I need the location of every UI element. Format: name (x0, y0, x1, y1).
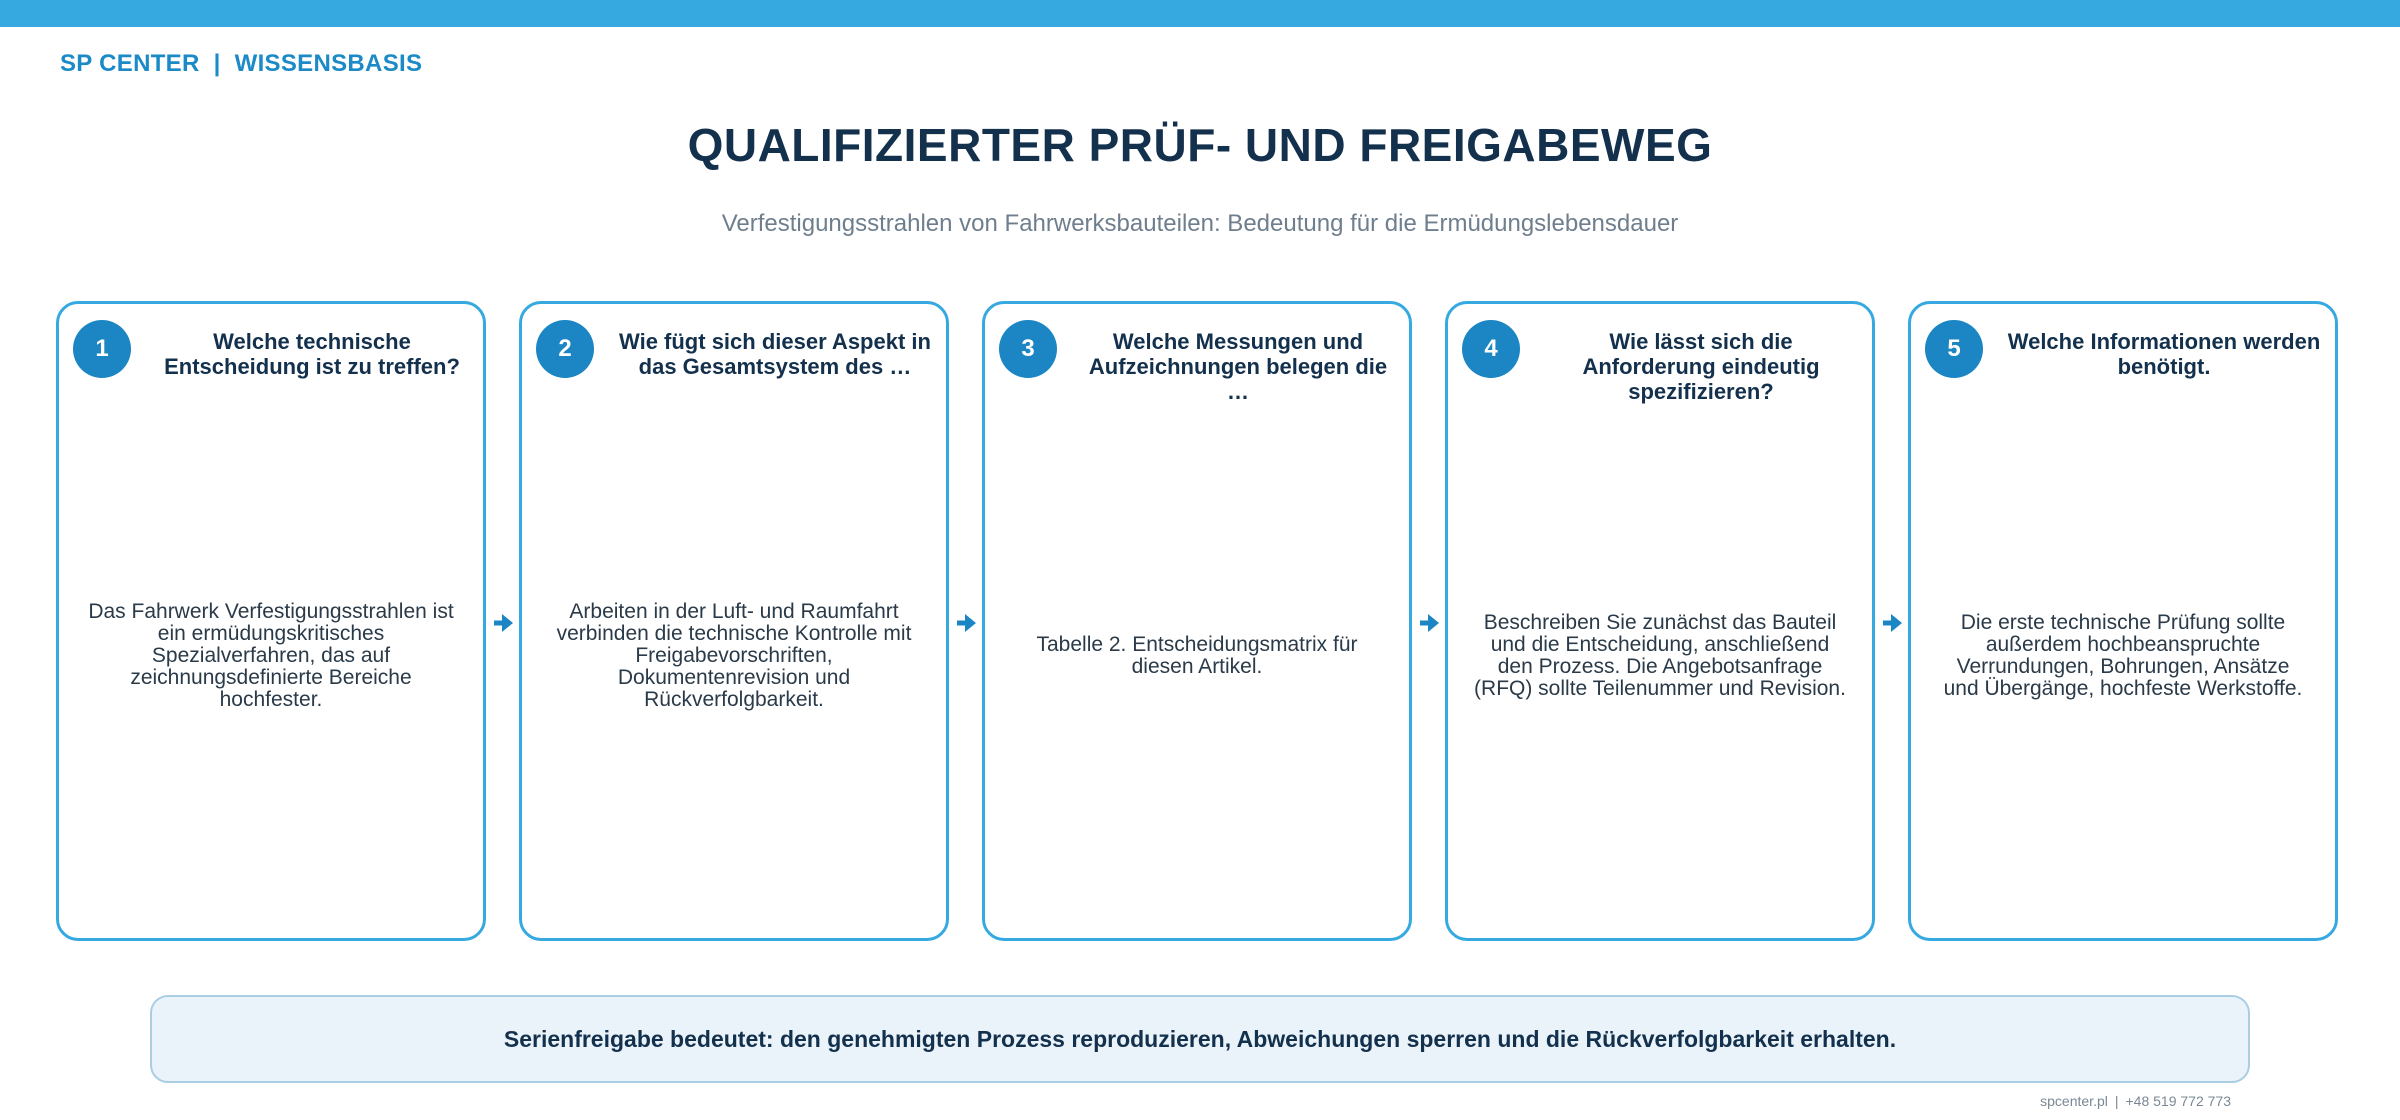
step-number-badge: 4 (1462, 320, 1520, 378)
arrow-right-icon (1883, 613, 1903, 633)
footer-contact (2040, 1093, 2231, 1109)
step-body (1474, 404, 1846, 908)
step-number-badge: 2 (536, 320, 594, 378)
step-body-text: Beschreiben Sie zunächst das Bauteil und die Entscheidung, anschließend den Prozess. Die Angebotsanfrage (RFQ) sollte Teilenummer und Revision. (1474, 611, 1846, 700)
step-body-text: Tabelle 2. Entscheidungsmatrix für diesen Artikel. (1036, 633, 1358, 678)
step-title: Wie fügt sich dieser Aspekt in das Gesamtsystem des … (619, 329, 931, 379)
step-number-badge: 5 (1925, 320, 1983, 378)
step-card-3 (982, 301, 1412, 941)
step-body-text: Die erste technische Prüfung sollte außerdem hochbeanspruchte Verrundungen, Bohrungen, Ansätze und Übergänge, hochfeste Werkstoffe. (1943, 611, 2303, 700)
page-title: QUALIFIZIERTER PRÜF- UND FREIGABEWEG (687, 119, 1713, 171)
step-body (1937, 404, 2309, 908)
step-title: Welche technische Entscheidung ist zu treffen? (164, 329, 460, 379)
step-card-1 (56, 301, 486, 941)
brand-name: SP CENTER (60, 50, 200, 77)
step-number-badge: 1 (73, 320, 131, 378)
page-subtitle: Verfestigungsstrahlen von Fahrwerksbauteilen: Bedeutung für die Ermüdungslebensdauer (721, 210, 1679, 237)
step-card-5 (1908, 301, 2338, 941)
summary-banner-text: Serienfreigabe bedeutet: den genehmigten Prozess reproduzieren, Abweichungen sperren und die Rückverfolgbarkeit erhalten. (503, 1025, 1897, 1052)
step-body-text: Das Fahrwerk Verfestigungsstrahlen ist ein ermüdungskritisches Spezialverfahren, das auf zeichnungsdefinierte Bereiche hochfester. (88, 600, 454, 711)
step-title: Wie lässt sich die Anforderung eindeutig spezifizieren? (1582, 329, 1820, 404)
step-body-text: Arbeiten in der Luft- und Raumfahrt verbinden die technische Kontrolle mit Freigabevorschriften, Dokumentenrevision und Rückverfolgbarkeit. (556, 600, 912, 711)
footer-phone[interactable]: +48 519 772 773 (2125, 1093, 2231, 1109)
arrow-right-icon (957, 613, 977, 633)
step-card-2 (519, 301, 949, 941)
brand-separator: | (213, 50, 221, 77)
step-body (1011, 404, 1383, 908)
arrow-right-icon (494, 613, 514, 633)
step-card-4 (1445, 301, 1875, 941)
brand-section: WISSENSBASIS (234, 50, 423, 77)
step-title: Welche Messungen und Aufzeichnungen belegen die … (1088, 329, 1388, 404)
step-number-badge: 3 (999, 320, 1057, 378)
summary-banner (150, 995, 2250, 1083)
footer-separator: | (2114, 1093, 2119, 1109)
arrow-right-icon (1420, 613, 1440, 633)
step-title: Welche Informationen werden benötigt. (2007, 329, 2321, 379)
footer-website[interactable]: spcenter.pl (2040, 1093, 2108, 1109)
step-body (548, 404, 920, 908)
step-body (85, 404, 457, 908)
